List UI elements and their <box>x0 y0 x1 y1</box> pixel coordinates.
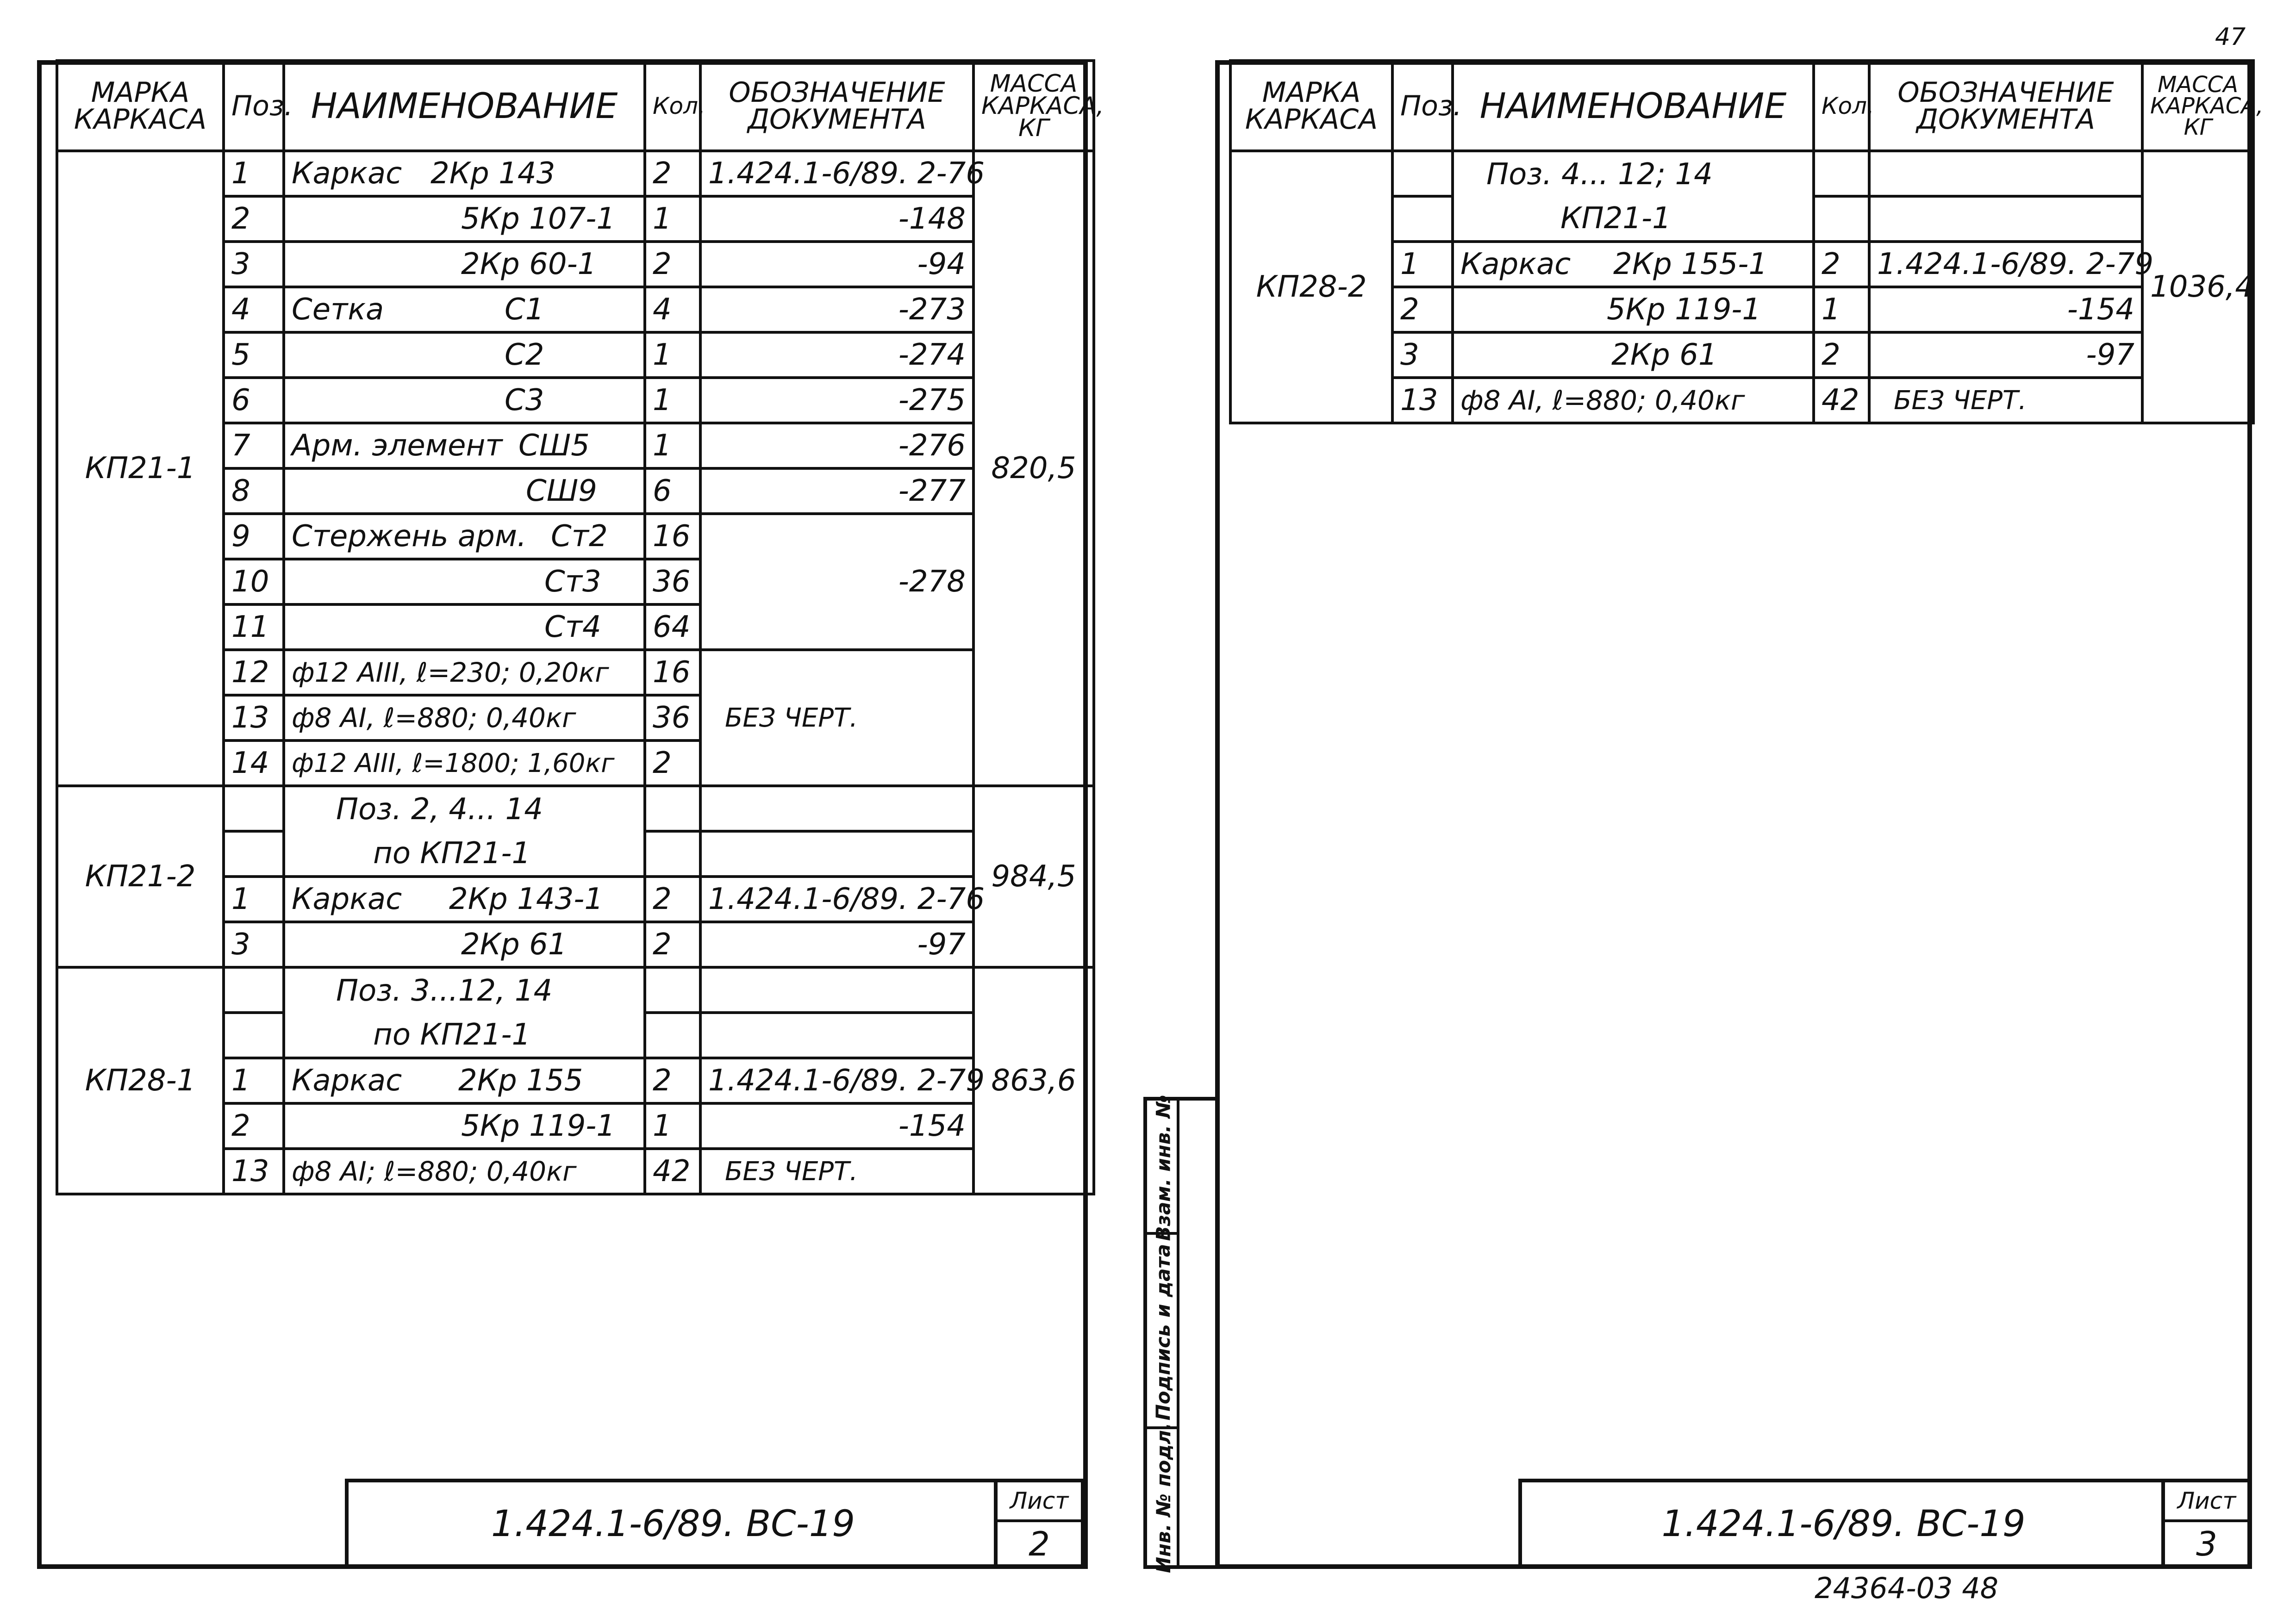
side-text-inv-wrap <box>1147 1422 1179 1573</box>
kol-cell: 2 <box>645 151 700 196</box>
name-sub: 5Кр 107-1 <box>461 202 616 236</box>
name-cell <box>284 378 645 423</box>
name-cell <box>284 1103 645 1149</box>
document-code: 1.424.1-6/89. ВС-19 <box>1661 1503 2026 1545</box>
mark-kp28-1: КП28-1 <box>57 967 224 1194</box>
name-cell <box>284 468 645 514</box>
poz-cell: 10 <box>224 559 284 604</box>
mark-kp28-2: КП28-2 <box>1230 151 1392 423</box>
name-main: Каркас <box>292 1064 402 1098</box>
name-sub: 2Кр 155-1 <box>1613 247 1768 281</box>
name-cell: ф12 АIII, ℓ=1800; 1,60кг <box>284 740 645 786</box>
doc-cell: БЕЗ ЧЕРТ. <box>700 650 973 786</box>
name-main: Каркас <box>292 882 402 916</box>
doc-cell: БЕЗ ЧЕРТ. <box>700 1149 973 1194</box>
doc-cell-empty <box>700 1013 973 1058</box>
poz-cell-empty <box>224 967 284 1013</box>
mass-kp28-1: 863,6 <box>973 967 1094 1194</box>
header-name: НАИМЕНОВАНИЕ <box>1453 61 1814 151</box>
doc-cell-empty <box>700 831 973 877</box>
name-main: Арм. элемент <box>292 429 503 463</box>
kol-cell: 1 <box>645 332 700 378</box>
kol-cell: 36 <box>645 559 700 604</box>
name-sub: 5Кр 119-1 <box>1607 292 1761 327</box>
header-doc: ОБОЗНАЧЕНИЕ ДОКУМЕНТА <box>1869 61 2142 151</box>
side-text-sign-wrap <box>1147 1235 1179 1429</box>
sheet-label: Лист <box>998 1482 1081 1522</box>
poz-cell: 7 <box>224 423 284 468</box>
name-cell: ф8 АI, ℓ=880; 0,40кг <box>284 695 645 740</box>
note-cell: Поз. 2, 4... 14 <box>284 786 645 831</box>
name-sub: С2 <box>505 338 544 372</box>
mass-kp28-2: 1036,4 <box>2142 151 2253 423</box>
doc-cell: -276 <box>700 423 973 468</box>
kol-cell: 42 <box>645 1149 700 1194</box>
note-cell: Поз. 3...12, 14 <box>284 967 645 1013</box>
name-main: Сетка <box>292 292 384 327</box>
poz-cell-empty <box>1392 151 1453 196</box>
name-main: Стержень арм. <box>292 519 527 554</box>
sheet-number: 2 <box>1029 1524 1050 1563</box>
header-name: НАИМЕНОВАНИЕ <box>284 61 645 151</box>
poz-cell-empty <box>1392 196 1453 242</box>
side-stamp <box>1143 1095 1220 1573</box>
poz-cell: 2 <box>224 1103 284 1149</box>
spec-table-sheet-3 <box>1229 59 2264 424</box>
name-sub: СШ9 <box>526 474 597 508</box>
kol-cell: 2 <box>645 877 700 922</box>
doc-cell: 1.424.1-6/89. 2-79 <box>700 1058 973 1103</box>
poz-cell: 6 <box>224 378 284 423</box>
doc-cell: -154 <box>1869 287 2142 332</box>
poz-cell: 1 <box>1392 242 1453 287</box>
kol-cell-empty <box>1814 151 1869 196</box>
kol-cell: 36 <box>645 695 700 740</box>
note-cell: Поз. 4... 12; 14 <box>1453 151 1814 196</box>
name-sub: С3 <box>505 383 544 417</box>
kol-cell-empty <box>645 967 700 1013</box>
mark-kp21-1: КП21-1 <box>57 151 224 786</box>
header-kol: Кол. <box>1814 61 1869 151</box>
header-marka: МАРКА КАРКАСА <box>1230 61 1392 151</box>
doc-cell: -97 <box>700 922 973 967</box>
poz-cell: 8 <box>224 468 284 514</box>
document-code: 1.424.1-6/89. ВС-19 <box>491 1503 855 1545</box>
name-main: Каркас <box>1460 247 1571 281</box>
poz-cell: 14 <box>224 740 284 786</box>
footer-archive-number: 24364-03 48 <box>1815 1571 1999 1605</box>
name-sub: 2Кр 60-1 <box>461 247 597 281</box>
doc-cell: -148 <box>700 196 973 242</box>
name-cell <box>284 559 645 604</box>
name-cell: ф12 АIII, ℓ=230; 0,20кг <box>284 650 645 695</box>
poz-cell: 3 <box>1392 332 1453 378</box>
poz-cell: 12 <box>224 650 284 695</box>
name-cell <box>284 332 645 378</box>
header-kol: Кол. <box>645 61 700 151</box>
header-marka: МАРКА КАРКАСА <box>57 61 224 151</box>
name-cell <box>284 514 645 559</box>
mass-kp21-2: 984,5 <box>973 786 1094 967</box>
doc-cell-empty <box>700 967 973 1013</box>
poz-cell-empty <box>224 1013 284 1058</box>
poz-cell: 3 <box>224 922 284 967</box>
kol-cell: 2 <box>645 740 700 786</box>
poz-cell: 11 <box>224 604 284 650</box>
spec-table-sheet-2 <box>56 59 1104 1195</box>
doc-cell-empty <box>1869 196 2142 242</box>
name-sub: 2Кр 155 <box>458 1064 583 1098</box>
poz-cell: 13 <box>1392 378 1453 423</box>
kol-cell-empty <box>1814 196 1869 242</box>
doc-cell-empty <box>1869 151 2142 196</box>
name-cell <box>284 423 645 468</box>
doc-cell: -274 <box>700 332 973 378</box>
doc-cell: -97 <box>1869 332 2142 378</box>
title-block-sheet-3 <box>1518 1479 2252 1569</box>
doc-cell: -278 <box>700 514 973 650</box>
kol-cell: 1 <box>1814 287 1869 332</box>
kol-cell-empty <box>645 786 700 831</box>
name-sub: 2Кр 61 <box>1611 338 1717 372</box>
doc-cell: 1.424.1-6/89. 2-76 <box>700 151 973 196</box>
kol-cell: 1 <box>645 1103 700 1149</box>
name-cell <box>1453 242 1814 287</box>
kol-cell: 16 <box>645 650 700 695</box>
kol-cell: 6 <box>645 468 700 514</box>
poz-cell: 2 <box>224 196 284 242</box>
name-sub: 2Кр 61 <box>461 927 567 962</box>
poz-cell: 13 <box>224 1149 284 1194</box>
header-poz: Поз. <box>1392 61 1453 151</box>
poz-cell: 1 <box>224 1058 284 1103</box>
name-cell <box>284 1058 645 1103</box>
doc-cell: -277 <box>700 468 973 514</box>
page-mark: 47 <box>2215 23 2246 51</box>
header-poz: Поз. <box>224 61 284 151</box>
doc-cell: 1.424.1-6/89. 2-76 <box>700 877 973 922</box>
sheet-number-box <box>2161 1482 2248 1565</box>
kol-cell: 2 <box>645 242 700 287</box>
name-sub: Ст2 <box>551 519 608 554</box>
kol-cell-empty <box>645 831 700 877</box>
kol-cell: 1 <box>645 423 700 468</box>
side-text-vzam: Взам. инв. № <box>1152 1095 1175 1241</box>
name-main: Каркас <box>292 156 402 191</box>
poz-cell: 13 <box>224 695 284 740</box>
header-mass: МАССА КАРКАСА, КГ <box>2142 61 2253 151</box>
name-sub: Ст3 <box>544 565 601 599</box>
name-cell: ф8 АI, ℓ=880; 0,40кг <box>1453 378 1814 423</box>
sheet-label: Лист <box>2165 1482 2248 1522</box>
kol-cell: 42 <box>1814 378 1869 423</box>
sheet-number: 3 <box>2196 1524 2217 1563</box>
kol-cell: 16 <box>645 514 700 559</box>
header-doc: ОБОЗНАЧЕНИЕ ДОКУМЕНТА <box>700 61 973 151</box>
name-sub: 2Кр 143-1 <box>449 882 604 916</box>
side-text-inv: Инв. № подл. <box>1152 1422 1175 1573</box>
name-cell <box>284 922 645 967</box>
name-cell <box>284 196 645 242</box>
doc-cell: БЕЗ ЧЕРТ. <box>1869 378 2142 423</box>
name-cell <box>284 604 645 650</box>
name-cell <box>284 242 645 287</box>
kol-cell: 2 <box>645 1058 700 1103</box>
kol-cell: 2 <box>1814 332 1869 378</box>
doc-cell-empty <box>700 786 973 831</box>
poz-cell: 3 <box>224 242 284 287</box>
doc-cell: -275 <box>700 378 973 423</box>
name-cell <box>1453 332 1814 378</box>
name-sub: СШ5 <box>518 429 590 463</box>
name-sub: 2Кр 143 <box>430 156 555 191</box>
doc-cell: -94 <box>700 242 973 287</box>
name-sub: Ст4 <box>544 610 601 644</box>
note-cell: КП21-1 <box>1453 196 1814 242</box>
kol-cell: 1 <box>645 378 700 423</box>
doc-cell: -154 <box>700 1103 973 1149</box>
side-text-vzam-wrap <box>1147 1095 1179 1241</box>
name-sub: 5Кр 119-1 <box>461 1109 616 1143</box>
side-text-sign: Подпись и дата <box>1152 1244 1175 1420</box>
name-cell <box>1453 287 1814 332</box>
name-cell <box>284 877 645 922</box>
title-block-sheet-2 <box>345 1479 1085 1569</box>
kol-cell: 2 <box>645 922 700 967</box>
poz-cell: 5 <box>224 332 284 378</box>
mark-kp21-2: КП21-2 <box>57 786 224 967</box>
poz-cell: 4 <box>224 287 284 332</box>
kol-cell-empty <box>645 1013 700 1058</box>
poz-cell: 9 <box>224 514 284 559</box>
note-cell: по КП21-1 <box>284 831 645 877</box>
kol-cell: 64 <box>645 604 700 650</box>
name-cell <box>284 287 645 332</box>
poz-cell: 2 <box>1392 287 1453 332</box>
name-cell <box>284 151 645 196</box>
poz-cell: 1 <box>224 151 284 196</box>
name-sub: С1 <box>505 292 544 327</box>
mass-kp21-1: 820,5 <box>973 151 1094 786</box>
doc-cell: 1.424.1-6/89. 2-79 <box>1869 242 2142 287</box>
sheet-number-box <box>994 1482 1081 1565</box>
header-mass: МАССА КАРКАСА, КГ <box>973 61 1094 151</box>
doc-cell: -273 <box>700 287 973 332</box>
kol-cell: 1 <box>645 196 700 242</box>
name-cell: ф8 АI; ℓ=880; 0,40кг <box>284 1149 645 1194</box>
note-cell: по КП21-1 <box>284 1013 645 1058</box>
poz-cell-empty <box>224 831 284 877</box>
poz-cell-empty <box>224 786 284 831</box>
kol-cell: 4 <box>645 287 700 332</box>
poz-cell: 1 <box>224 877 284 922</box>
kol-cell: 2 <box>1814 242 1869 287</box>
